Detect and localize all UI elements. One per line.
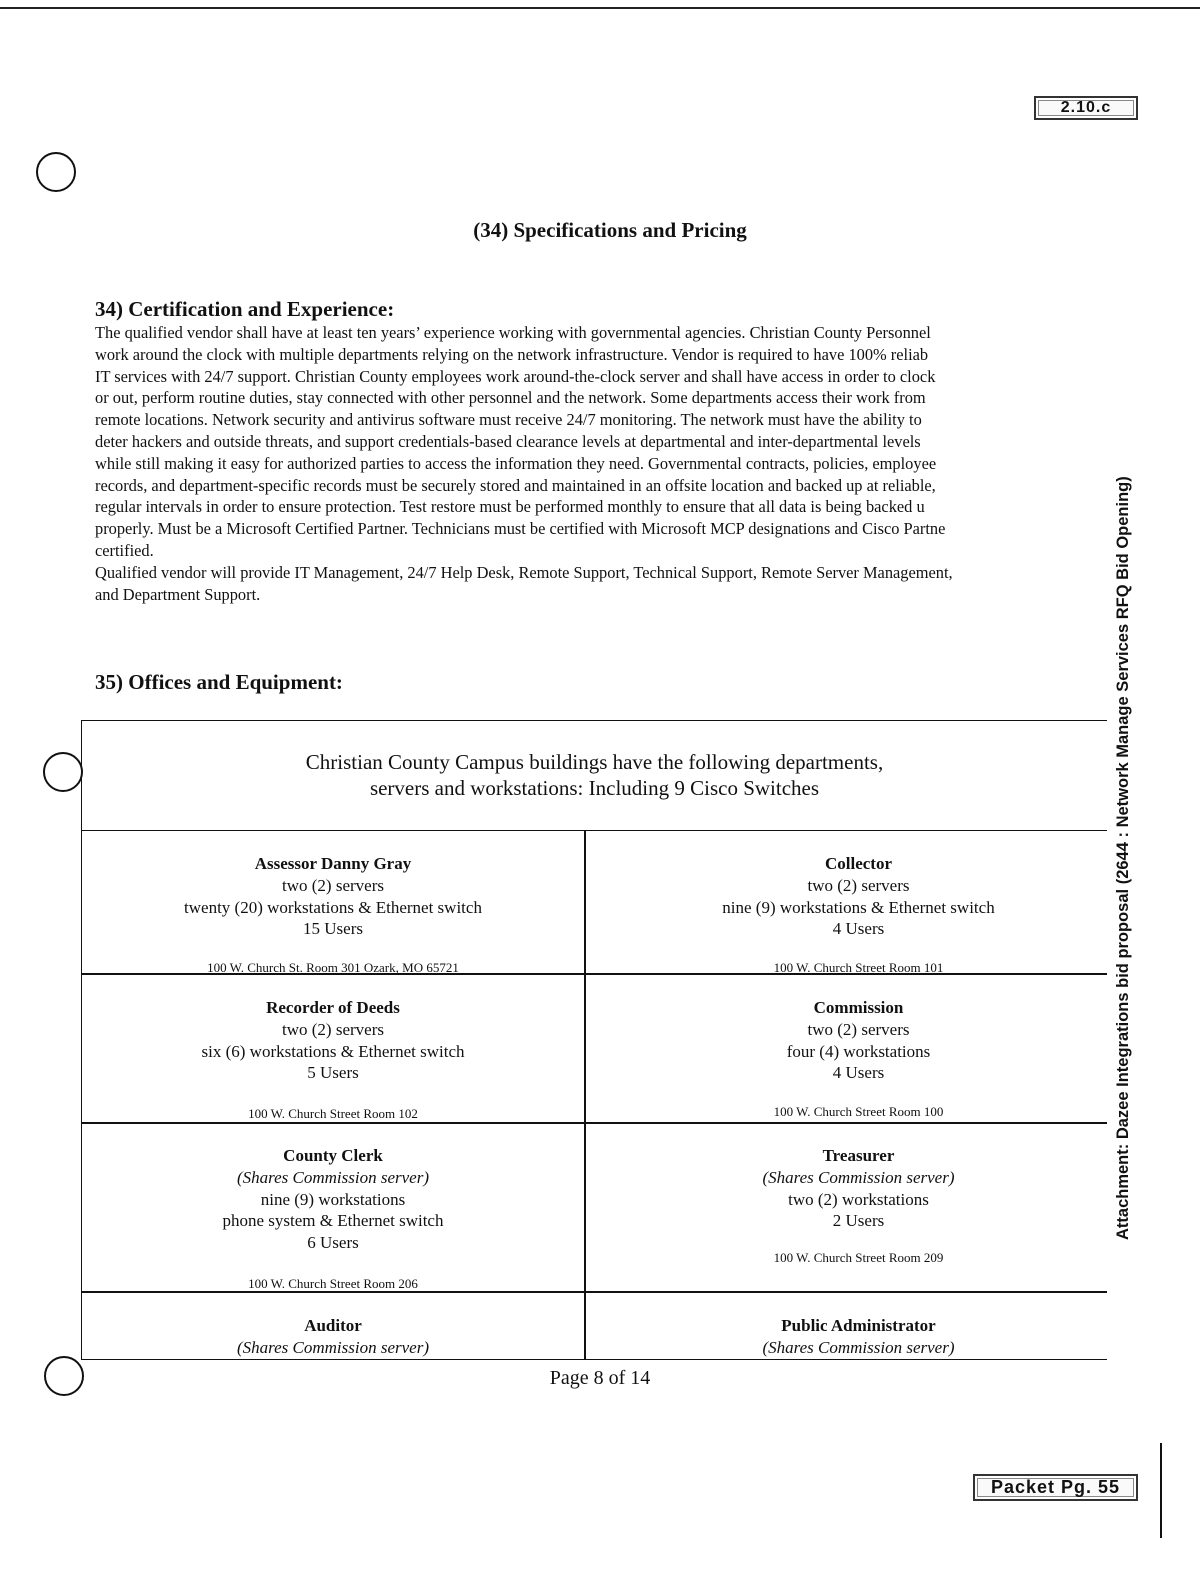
office-address: 100 W. Church Street Room 101 [773, 960, 944, 975]
office-detail: two (2) servers [807, 875, 910, 895]
office-detail: two (2) servers [282, 875, 384, 895]
body-line: IT services with 24/7 support. Christian County employees work around-the-clock server and shall have access in order to clock [95, 366, 936, 386]
office-detail: 15 Users [303, 919, 363, 939]
page-number: Page 8 of 14 [549, 1367, 651, 1389]
binder-hole-icon [43, 752, 83, 792]
office-name: County Clerk [283, 1146, 383, 1165]
table-banner [82, 721, 1107, 831]
office-detail: 5 Users [307, 1063, 359, 1083]
office-cell-assessor [82, 853, 584, 973]
body-line: remote locations. Network security and antivirus software must receive 24/7 monitoring. The network must have the ability to [95, 410, 922, 430]
top-rule [0, 7, 1200, 9]
office-name: Treasurer [822, 1146, 895, 1165]
body-line: deter hackers and outside threats, and support credentials-based clearance levels at departmental and inter-departmental levels [95, 431, 921, 451]
office-name: Recorder of Deeds [266, 998, 400, 1017]
body-line: regular intervals in order to ensure protection. Test restore must be performed monthly to ensure that all data is being backed u [95, 497, 925, 517]
banner-line: servers and workstations: Including 9 Cisco Switches [369, 776, 820, 800]
office-name: Collector [824, 854, 893, 873]
office-address: 100 W. Church Street Room 102 [248, 1106, 418, 1121]
body-line: The qualified vendor shall have at least ten years’ experience working with governmental agencies. Christian County Personnel [95, 323, 931, 342]
body-line: and Department Support. [95, 584, 261, 604]
page-title: (34) Specifications and Pricing [473, 218, 747, 242]
office-cell-commission [586, 997, 1131, 1122]
office-cell-county-clerk [82, 1145, 584, 1291]
body-line: certified. [95, 540, 154, 560]
body-line: work around the clock with multiple departments relying on the network infrastructure. Vendor is required to have 100% reliab [95, 344, 929, 364]
office-detail: two (2) servers [282, 1019, 384, 1039]
office-detail: nine (9) workstations & Ethernet switch [722, 897, 995, 917]
item-stamp: 2.10.c [1034, 96, 1138, 120]
office-detail: phone system & Ethernet switch [222, 1211, 444, 1231]
office-cell-recorder [82, 997, 584, 1122]
body-line: or out, perform routine duties, stay connected with other personnel and the network. Some departments access their work from [95, 388, 926, 408]
section-34-heading: 34) Certification and Experience: [95, 297, 395, 321]
office-detail: four (4) workstations [786, 1041, 931, 1061]
body-line: records, and department-specific records must be securely stored and maintained in an offsite location and backed up at reliable, [95, 475, 936, 495]
body-line: properly. Must be a Microsoft Certified Partner. Technicians must be certified with Microsoft MCP designations and Cisco Partne [95, 519, 946, 539]
office-note: (Shares Commission server) [236, 1167, 430, 1187]
office-cell-public-administrator [586, 1315, 1131, 1359]
section-35-heading: 35) Offices and Equipment: [95, 670, 343, 694]
office-detail: six (6) workstations & Ethernet switch [201, 1041, 465, 1061]
office-address: 100 W. Church St. Room 301 Ozark, MO 65721 [207, 960, 459, 975]
office-cell-treasurer [586, 1145, 1131, 1291]
office-name: Auditor [304, 1316, 362, 1335]
office-detail: twenty (20) workstations & Ethernet switch [184, 897, 482, 917]
packet-page-stamp: Packet Pg. 55 [973, 1474, 1138, 1501]
office-name: Assessor Danny Gray [254, 854, 412, 873]
office-note: (Shares Commission server) [236, 1337, 430, 1357]
offices-table [81, 720, 1107, 1360]
office-detail: 4 Users [832, 919, 885, 939]
office-address: 100 W. Church Street Room 206 [248, 1276, 418, 1291]
body-line: while still making it easy for authorized parties to access the information they need. Governmental contracts, policies, employee [95, 453, 937, 473]
section-34-body [95, 322, 1105, 605]
office-address: 100 W. Church Street Room 100 [773, 1104, 944, 1119]
office-note: (Shares Commission server) [762, 1337, 955, 1357]
office-note: (Shares Commission server) [762, 1167, 955, 1187]
office-detail: 4 Users [832, 1063, 885, 1083]
body-line: Qualified vendor will provide IT Management, 24/7 Help Desk, Remote Support, Technical Support, Remote Server Management, [95, 562, 953, 582]
banner-line: Christian County Campus buildings have the following departments, [305, 750, 884, 774]
office-detail: two (2) workstations [788, 1189, 929, 1209]
office-detail: two (2) servers [807, 1019, 910, 1039]
attachment-side-label: Attachment: Dazee Integrations bid proposal (2644 : Network Manage Services RFQ Bid Opening) [1114, 476, 1132, 1240]
office-detail: nine (9) workstations [260, 1189, 406, 1209]
office-detail: 6 Users [307, 1233, 359, 1253]
office-cell-collector [586, 853, 1131, 973]
office-address: 100 W. Church Street Room 209 [773, 1250, 944, 1265]
office-detail: 2 Users [832, 1211, 885, 1231]
office-cell-auditor [82, 1315, 584, 1359]
office-name: Commission [813, 998, 904, 1017]
binder-hole-icon [36, 152, 76, 192]
office-name: Public Administrator [781, 1316, 936, 1335]
margin-rule [1160, 1443, 1162, 1538]
